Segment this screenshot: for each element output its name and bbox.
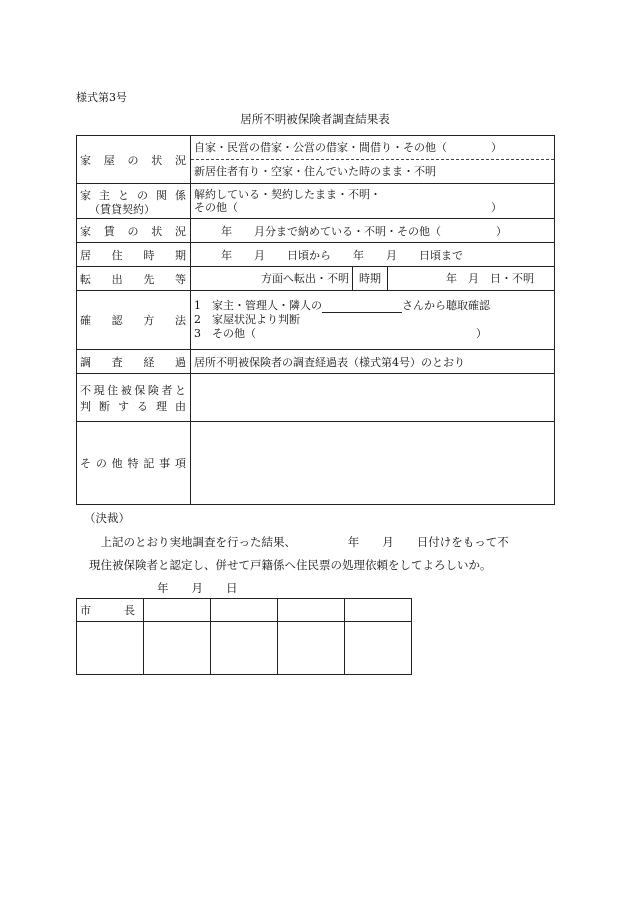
decision-line-2: 現住被保険者と認定し、併せて戸籍係へ住民票の処理依頼をしてよろしいか。 <box>89 558 492 572</box>
reason-value-cell <box>191 374 555 422</box>
confirm-label: 確 認 方 法 <box>80 314 186 327</box>
residence-label: 居 住 時 期 <box>80 248 186 262</box>
stamp-cell <box>77 622 144 675</box>
landlord-option-1: 解約している・契約したまま・不明・ <box>194 188 381 201</box>
moveout-time-label: 時期 <box>352 267 388 290</box>
rent-label: 家 賃 の 状 況 <box>80 224 186 238</box>
notes-label-cell <box>77 422 191 505</box>
residence-value: 年 月 日頃から 年 月 日頃まで <box>221 248 463 262</box>
survey-result-table <box>76 135 555 505</box>
table-row-confirm <box>77 291 555 350</box>
house-label-cell <box>77 136 191 184</box>
stamp-cell <box>144 622 211 675</box>
moveout-label-cell <box>77 267 191 291</box>
residence-label-cell <box>77 243 191 267</box>
landlord-option-2: その他（ ） <box>194 201 502 214</box>
notes-value-cell <box>191 422 555 505</box>
residence-value-cell <box>191 243 555 267</box>
landlord-label: 家 主 と の 関 係 <box>80 188 186 202</box>
stamp-row <box>77 622 412 675</box>
stamp-header-cell <box>345 599 412 622</box>
house-label: 家 屋 の 状 況 <box>80 153 186 167</box>
informant-name-blank <box>322 301 402 313</box>
moveout-date: 年 月 日・不明 <box>446 272 534 285</box>
stamp-cell <box>211 622 278 675</box>
house-option-1: 自家・民営の借家・公営の借家・間借り・その他（ ） <box>194 141 502 154</box>
moveout-direction: 方面へ転出・不明 <box>261 272 349 285</box>
stamp-cell <box>278 622 345 675</box>
rent-label-cell <box>77 219 191 243</box>
confirm-item-1 <box>191 299 554 313</box>
stamp-header-cell <box>211 599 278 622</box>
table-row-house <box>77 136 555 184</box>
mayor-label-cell <box>77 599 144 622</box>
process-label: 調 査 経 過 <box>80 355 186 369</box>
confirm-value-cell <box>191 291 555 350</box>
approval-stamp-table <box>76 598 412 675</box>
mayor-label: 市 長 <box>80 604 135 617</box>
stamp-cell <box>345 622 412 675</box>
house-option-2: 新居住者有り・空家・住んでいた時のまま・不明 <box>191 159 554 183</box>
landlord-value-cell <box>191 184 555 219</box>
confirm-label-cell <box>77 291 191 350</box>
decision-date: 年 月 日 <box>157 581 238 595</box>
rent-value-cell <box>191 219 555 243</box>
reason-label-cell <box>77 374 191 422</box>
decision-heading: （決裁） <box>84 511 130 525</box>
reason-label-2: 判 断 す る 理 由 <box>80 399 186 413</box>
table-row-process <box>77 350 555 374</box>
table-row-moveout <box>77 267 555 291</box>
decision-line-1: 上記のとおり実地調査を行った結果、 年 月 日付けをもって不 <box>89 535 509 549</box>
process-value-cell <box>191 350 555 374</box>
house-value-cell <box>191 136 555 184</box>
landlord-sublabel: （賃貸契約） <box>89 202 155 216</box>
notes-label: そ の 他 特 記 事 項 <box>80 457 186 470</box>
rent-value: 年 月分まで納めている・不明・その他（ ） <box>221 224 507 238</box>
table-row-rent <box>77 219 555 243</box>
table-row-landlord <box>77 184 555 219</box>
process-value: 居所不明被保険者の調査経過表（様式第4号）のとおり <box>194 355 465 369</box>
confirm-item-1-prefix: 1 家主・管理人・隣人の <box>194 299 322 312</box>
confirm-item-2: 2 家屋状況より判断 <box>194 313 300 326</box>
moveout-label: 転 出 先 等 <box>80 272 186 286</box>
table-row-residence <box>77 243 555 267</box>
reason-label-1: 不 現 住 被 保 険 者 と <box>80 383 186 397</box>
stamp-header-cell <box>144 599 211 622</box>
table-row-reason <box>77 374 555 422</box>
stamp-header-row <box>77 599 412 622</box>
confirm-item-3: 3 その他（ ） <box>194 327 487 340</box>
landlord-label-cell <box>77 184 191 219</box>
process-label-cell <box>77 350 191 374</box>
confirm-item-1-suffix: さんから聴取確認 <box>402 299 490 312</box>
form-number: 様式第3号 <box>76 91 127 104</box>
stamp-header-cell <box>278 599 345 622</box>
table-row-notes <box>77 422 555 505</box>
page-title: 居所不明被保険者調査結果表 <box>240 112 390 126</box>
moveout-value-cell <box>191 267 555 291</box>
